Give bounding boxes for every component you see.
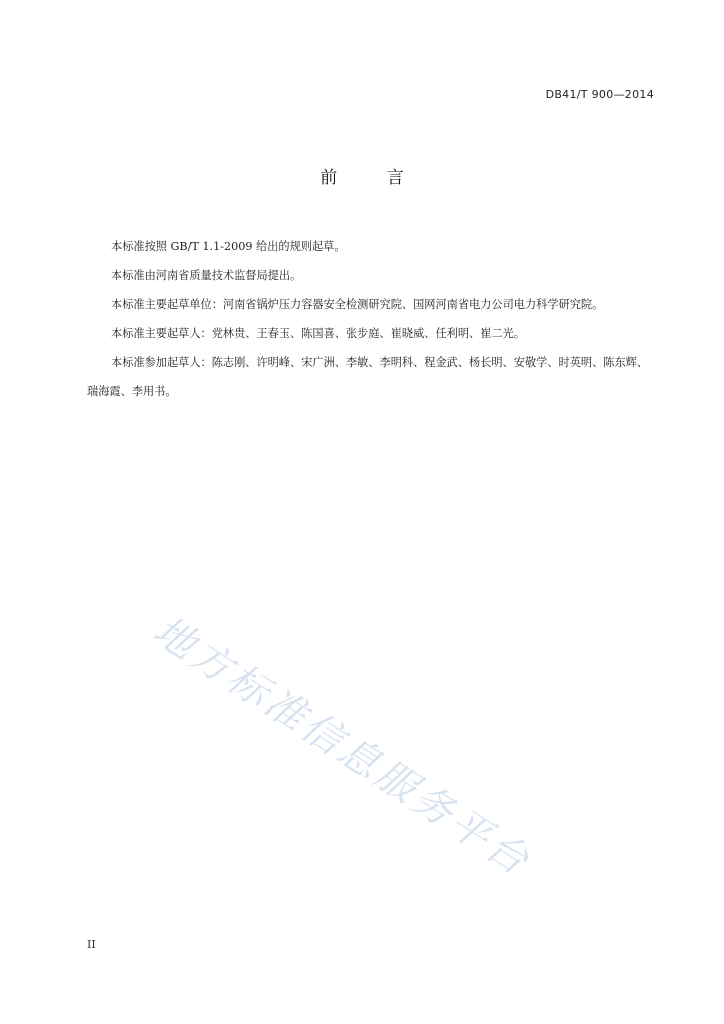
paragraph-main-drafters: 本标准主要起草人：党林贵、王春玉、陈国喜、张步庭、崔晓威、任利明、崔二光。 — [111, 327, 525, 340]
page-title: 前 言 — [320, 168, 426, 188]
watermark: 地方标准信息服务平台 — [145, 607, 540, 886]
paragraph-participating-drafters: 本标准参加起草人：陈志刚、许明峰、宋广洲、李敏、李明科、程金武、杨长明、安敬学、时英明、陈东辉、瑞海霞、李用书。 — [87, 356, 649, 398]
paragraph-proposer: 本标准由河南省质量技术监督局提出。 — [111, 269, 302, 282]
foreword-body — [87, 232, 659, 406]
standard-code: DB41/T 900—2014 — [545, 88, 654, 101]
page-number: II — [87, 938, 96, 951]
paragraph-drafting-units: 本标准主要起草单位：河南省锅炉压力容器安全检测研究院、国网河南省电力公司电力科学研究院。 — [111, 298, 604, 311]
paragraph-drafting-rules: 本标准按照 GB/T 1.1-2009 给出的规则起草。 — [111, 240, 346, 253]
